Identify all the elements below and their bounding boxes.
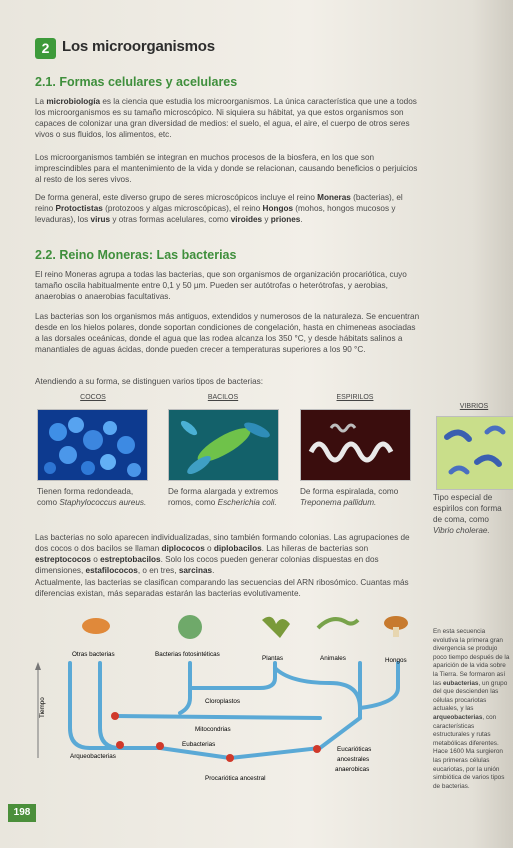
label-cloroplastos: Cloroplastos (205, 698, 240, 705)
text-run: (mohos, hongos mucosos y levaduras), los (35, 204, 396, 224)
text-run: . Las hileras de bacterias son (261, 544, 369, 553)
paragraph-reino-moneras: El reino Moneras agrupa a todas las bacterias, que son organismos de organización procariótica, cuyo tamaño oscila habitualmente entre 0,1 y 50 µm. Pueden ser autótrofas o heterótrofas, y aerobias, anaerobias o anaerobias facultativas. (35, 270, 407, 301)
card-title-bacilos: BACILOS (207, 394, 239, 401)
label-animales: Animales (320, 655, 346, 662)
text-run: , un grupo del que descienden las células procariotas actuales, y las (433, 679, 508, 713)
label-bacterias-fotosinteticas: Bacterias fotosintéticas (155, 651, 220, 658)
time-axis-arrow (35, 662, 41, 670)
espirilos-image (300, 409, 411, 481)
bold-term: diplococos (161, 544, 205, 553)
paragraph-clasificacion: Actualmente, las bacterias se clasifican comparando las secuencias del ARN ribosómico. Cuantas más diferencias existan, más separadas estarán las bacterias evolutivamente. (35, 578, 409, 598)
label-tiempo: Tiempo (39, 697, 46, 718)
text-run: , con características estructurales y rutas metabólicas diferentes. Hace 1600 Ma surgieron las primeras células eucariotas, por la unión simbiótica de varios tipos de bacterias. (433, 713, 505, 790)
text-run: (bacterias), el reino (35, 193, 403, 213)
label-eucarioticas-line: Eucarióticas (337, 746, 372, 753)
label-ancestrales-line: ancestrales (337, 756, 370, 763)
bold-term: eubacterias (442, 679, 479, 687)
caption-espirilos: De forma espiralada, como Treponema pallidum. (300, 487, 399, 507)
phylogenetic-tree-diagram (30, 608, 430, 798)
text-run: (protozoos y algas microscópicas), el reino (102, 204, 263, 213)
bold-term: Moneras (317, 193, 351, 202)
caption-vibrios: Tipo especial de espirilos con forma de coma, como Vibrio cholerae. (433, 493, 502, 535)
bold-term: sarcinas (178, 566, 213, 575)
bold-term: Hongos (262, 204, 294, 213)
text-run: o (204, 544, 214, 553)
bold-term: viroides (230, 215, 263, 224)
label-eucarioticas-ancestrales (337, 746, 371, 753)
subsection-title-2-2: 2.2. Reino Moneras: Las bacterias (35, 248, 237, 262)
sidebar-evolution-note (433, 628, 511, 791)
text-run: . Solo los cocos pueden generar colonias dispuestas en dos dimensiones, (35, 555, 379, 575)
bacteria-icon (82, 618, 110, 634)
bold-term: virus (90, 215, 111, 224)
page-number: 198 (8, 804, 36, 822)
bold-term: Protoctistas (55, 204, 103, 213)
text-run: es la ciencia que estudia los microorganismos. La única característica que une a todos los microorganismos es su tamaño microscópico. Ni siquiera su hábitat, ya que estos organismos son capaces de colonizar una gran diversidad de medios: el suelo, el agua, el aire, el cuerpo de otros seres vivos o sus fluidos, los alimentos, etc. (35, 97, 417, 139)
text-run: y otras formas acelulares, como (110, 215, 231, 224)
card-title-vibrios: VIBRIOS (459, 403, 489, 410)
label-arqueobacterias: Arqueobacterias (70, 753, 116, 760)
text-run: Las bacterias no solo aparecen individualizadas, sino también formando colonias. Las agrupaciones de dos cocos o dos bacilos se llaman (35, 533, 410, 553)
bold-term: priones (270, 215, 301, 224)
label-hongos: Hongos (385, 657, 407, 664)
text-run: . (300, 215, 303, 224)
photosynthetic-bacteria-icon (178, 615, 202, 639)
bold-term: estreptobacilos (100, 555, 161, 564)
section-number-badge: 2 (35, 38, 56, 59)
paragraph-reinos (35, 192, 420, 225)
paragraph-colonias (35, 532, 420, 576)
bacilos-image (168, 409, 279, 481)
text-run: y (262, 215, 271, 224)
bold-term: arqueobacterias (433, 713, 483, 721)
label-procariotica-ancestral: Procariótica ancestral (205, 775, 266, 782)
paragraph-habitats: Las bacterias son los organismos más antiguos, extendidos y numerosos de la naturaleza. Se encuentran desde en los hielos polares, donde soportan condiciones de congelación, hasta en chimeneas asociadas a las dorsales oceánicas, donde el agua que las rodea alcanza los 350 °C, y desde hábitats salinos a manantiales de aguas ácidas, donde pueden crecer a temperaturas superiores a los 90 °C. (35, 312, 420, 354)
text-run: En esta secuencia evolutiva la primera gran divergencia se produjo poco tiempo después de la aparición de la vida sobre la Tierra. Se formaron así las (433, 628, 510, 687)
bold-term: estafilococos (85, 566, 138, 575)
vibrios-image (436, 416, 513, 490)
paragraph-tipos: Atendiendo a su forma, se distinguen varios tipos de bacterias: (35, 377, 264, 386)
text-run: De forma general, este diverso grupo de seres microscópicos incluye el reino (35, 193, 318, 202)
card-title-espirilos: ESPIRILOS (336, 394, 374, 401)
paragraph-biosfera: Los microorganismos también se integran en muchos procesos de la biosfera, en los que son imprescindibles para el mantenimiento de la vida y donde se relacionan, causando beneficios o perjuicios al resto de los seres vivos. (35, 153, 418, 184)
paragraph-microbiologia (35, 96, 420, 140)
lizard-icon (318, 619, 358, 628)
section-title: Los microorganismos (62, 38, 215, 55)
bold-term: microbiología (46, 97, 101, 106)
caption-bacilos: De forma alargada y extremos romos, como Escherichia coli. (168, 487, 279, 507)
text-run: La (35, 97, 47, 106)
cocos-image (37, 409, 148, 481)
text-run: . (212, 566, 215, 575)
label-plantas: Plantas (262, 655, 284, 662)
label-mitocondrias: Mitocondrias (195, 726, 231, 733)
bold-term: diplobacilos (213, 544, 262, 553)
card-title-cocos: COCOS (80, 394, 106, 401)
text-run: o (90, 555, 101, 564)
label-eubacterias: Eubacterias (182, 741, 216, 748)
label-otras-bacterias: Otras bacterias (72, 651, 115, 658)
subsection-title-2-1: 2.1. Formas celulares y acelulares (35, 75, 238, 89)
caption-cocos: Tienen forma redondeada, como Staphylococcus aureus. (37, 487, 147, 507)
label-anaerobicas-line: anaerobicas (335, 766, 370, 773)
text-run: , o en tres, (137, 566, 179, 575)
bold-term: estreptococos (35, 555, 91, 564)
plant-icon (262, 617, 290, 638)
